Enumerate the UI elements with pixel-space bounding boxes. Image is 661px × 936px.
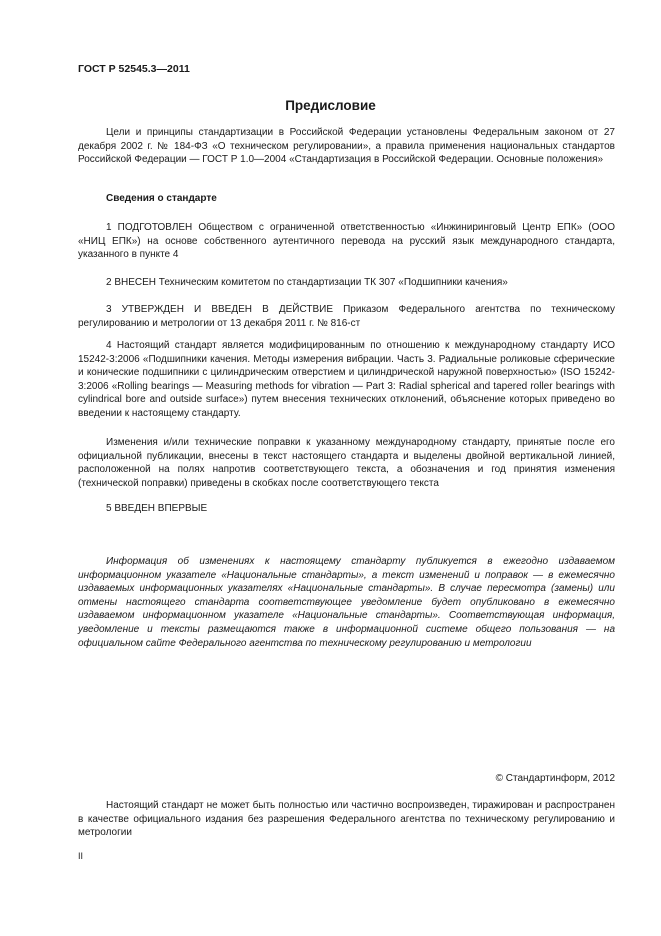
item-1-paragraph: 1 ПОДГОТОВЛЕН Обществом с ограниченной ответственностью «Инжиниринговый Центр ЕПК» (ООО «НИЦ ЕПК») на основе собственного аутентичного перевода на русский язык международного стандарта, указанного в пункте 4: [78, 222, 615, 261]
item-5-paragraph: 5 ВВЕДЕН ВПЕРВЫЕ: [106, 503, 208, 514]
section-heading: Сведения о стандарте: [106, 193, 217, 204]
item-4-amendments-paragraph: Изменения и/или технические поправки к указанному международному стандарту, принятые после его официальной публикации, внесены в текст настоящего стандарта и выделены двойной вертикальной линией, расположенной на полях напротив соответствующего текста, а обозначения и год принятия изменения (технической поправки) приведены в скобках после соответствующего текста: [78, 437, 615, 489]
info-notice: Информация об изменениях к настоящему стандарту публикуется в ежегодно издаваемом информационном указателе «Национальные стандарты», а текст изменений и поправок — в ежемесячно издаваемых информационных указателях «Национальные стандарты». В случае пересмотра (замены) или отмены настоящего стандарта соответствующее уведомление будет опубликовано в ежемесячно издаваемом информационном указателе «Национальные стандарты». Соответствующая информация, уведомление и тексты размещаются также в информационной системе общего пользования — на официальном сайте Федерального агентства по техническому регулированию и метрологии: [78, 556, 615, 649]
intro-paragraph: Цели и принципы стандартизации в Российской Федерации установлены Федеральным законом от 27 декабря 2002 г. № 184-ФЗ «О техническом регулировании», а правила применения национальных стандартов Российской Федерации — ГОСТ Р 1.0—2004 «Стандартизация в Российской Федерации. Основные положения»: [78, 127, 615, 166]
page-number: II: [78, 851, 84, 861]
item-3-paragraph: 3 УТВЕРЖДЕН И ВВЕДЕН В ДЕЙСТВИЕ Приказом Федерального агентства по техническому регулированию и метрологии от 13 декабря 2011 г. № 816-ст: [78, 304, 615, 329]
page-title: Предисловие: [285, 98, 376, 113]
document-code: ГОСТ Р 52545.3—2011: [78, 63, 190, 75]
copyright: © Стандартинформ, 2012: [495, 773, 615, 784]
item-4-paragraph: 4 Настоящий стандарт является модифицированным по отношению к международному стандарту ИСО 15242-3:2006 «Подшипники качения. Методы измерения вибрации. Часть 3. Радиальные роликовые сферические и конические подшипники с цилиндрическим отверстием и цилиндрической наружной поверхностью» (ISO 15242-3:2006 «Rolling bearings — Measuring methods for vibration — Part 3: Radial spherical and tapered roller bearings with cylindrical bore and outside surface») путем внесения технических отклонений, объяснение которых приведено во введении к настоящему стандарту.: [78, 340, 615, 419]
item-2-paragraph: 2 ВНЕСЕН Техническим комитетом по стандартизации ТК 307 «Подшипники качения»: [106, 277, 508, 288]
footer-note: Настоящий стандарт не может быть полностью или частично воспроизведен, тиражирован и распространен в качестве официального издания без разрешения Федерального агентства по техническому регулированию и метрологии: [78, 800, 615, 839]
